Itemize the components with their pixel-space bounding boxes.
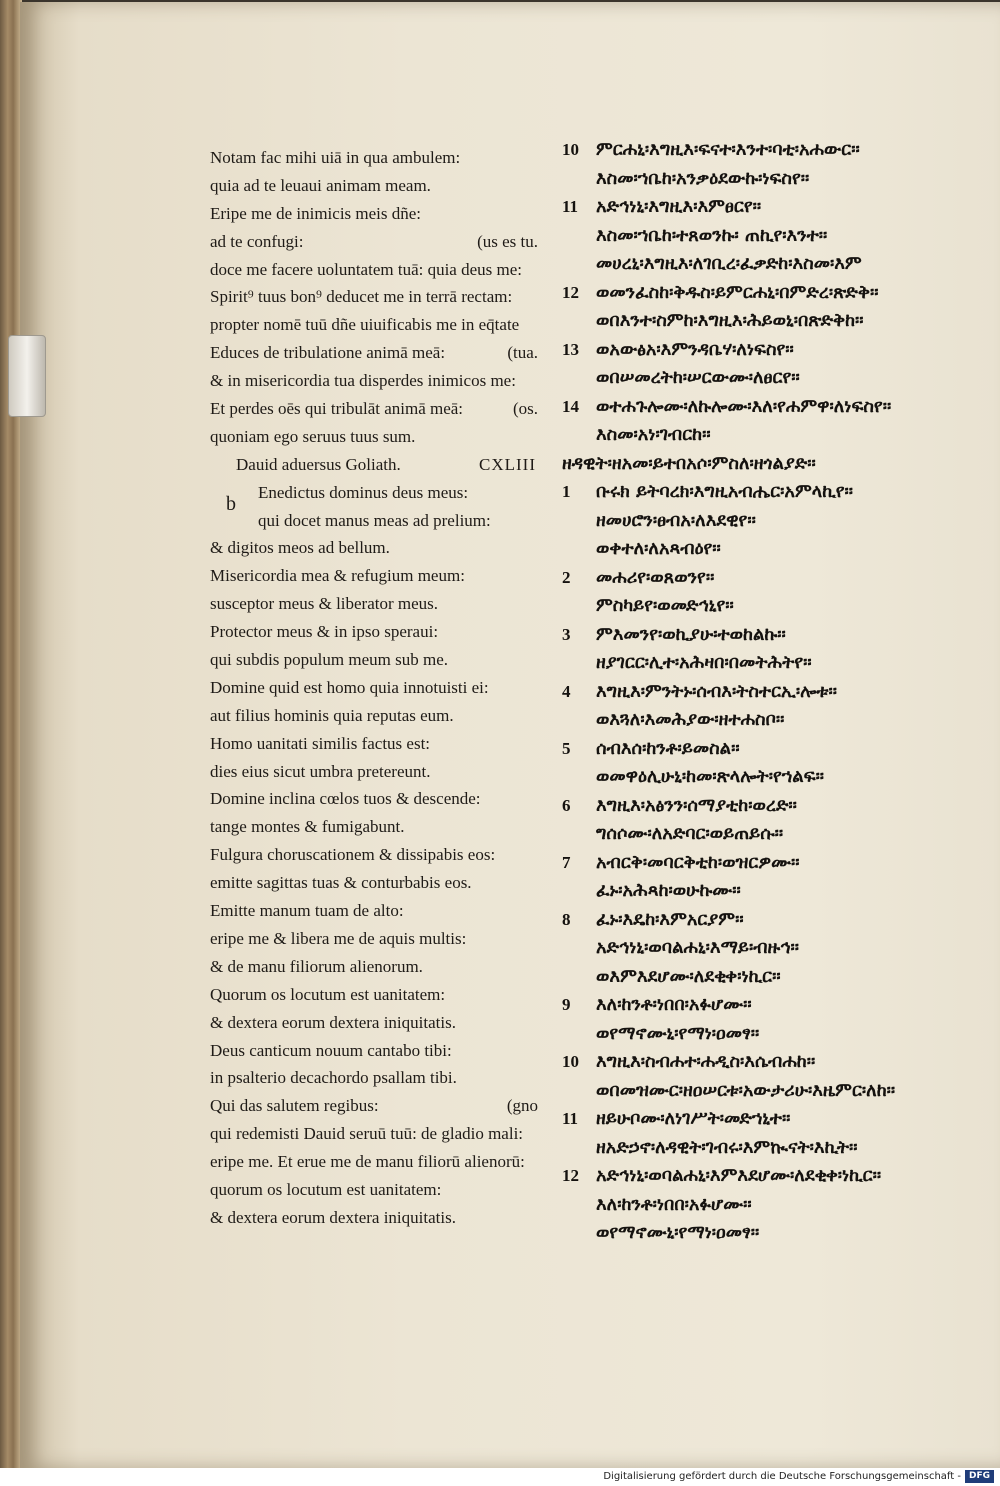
ethiopic-line-text: ምስካይየ፡ወመድኅኒየ፡፡	[596, 595, 734, 616]
ethiopic-line-text: ፈኑ፡እዴከ፡እምአርያም፡፡	[596, 908, 744, 930]
ethiopic-line-text: ዘአድኃኖ፡ለዳዊት፡ገብሩ፡እምኲናት፡እኪት፡፡	[596, 1136, 858, 1158]
latin-line-text: tange montes & fumigabunt.	[210, 817, 405, 837]
ethiopic-line-text: ዘይሁቦሙ፡ለነገሥት፡መድኀኒተ፡፡	[596, 1108, 791, 1129]
ethiopic-line-text: ዘያገርር፡ሊተ፡አሕዛበ፡በመትሕትየ፡፡	[596, 652, 812, 673]
latin-line-text: Homo uanitati similis factus est:	[210, 733, 431, 753]
psalm-number: CXLIII	[479, 454, 536, 474]
ethiopic-line	[562, 507, 992, 536]
ethiopic-line	[562, 678, 992, 707]
latin-line-text: eripe me & libera me de aquis multis:	[210, 928, 467, 948]
verse-number: 12	[562, 282, 579, 302]
latin-line	[210, 758, 550, 786]
ethiopic-line	[562, 535, 992, 564]
ethiopic-line-text: ቡሩክ ይትባረክ፡እግዚአብሔር፡አምላኪየ፡፡	[596, 481, 854, 502]
latin-line	[210, 1092, 550, 1120]
latin-line	[210, 618, 550, 646]
ethiopic-line-text: እለ፡ከንቶ፡ነበበ፡አፉሆሙ፡፡	[596, 994, 752, 1015]
latin-line	[210, 562, 550, 590]
latin-line-text: Quorum os locutum est uanitatem:	[210, 984, 446, 1004]
ethiopic-line	[562, 820, 992, 849]
latin-line-text: eripe me. Et erue me de manu filiorū alienorū:	[210, 1152, 525, 1172]
ethiopic-line-text: ወበመዝሙር፡ዘዐሠርቱ፡አውታሪሁ፡እዜምር፡ለከ፡፡	[596, 1079, 896, 1101]
verse-number: 11	[562, 197, 579, 216]
verse-number: 12	[562, 1166, 579, 1185]
ethiopic-line-text: አብርቅ፡መባርቅቲከ፡ወዝርዎሙ፡፡	[596, 851, 800, 873]
dfg-logo: DFG	[965, 1470, 994, 1483]
latin-line	[210, 730, 550, 758]
latin-line-text: quia ad te leuaui animam meam.	[210, 175, 431, 195]
latin-line-text: & in misericordia tua disperdes inimicos me:	[210, 371, 516, 391]
ethiopic-line	[562, 1191, 992, 1220]
latin-line-text: doce me facere uoluntatem tuā: quia deus me:	[210, 259, 523, 279]
ethiopic-line-text: ወቀተለ፡ለአጻብዕየ፡፡	[596, 538, 721, 559]
ethiopic-line	[562, 1020, 992, 1049]
latin-line-text: Fulgura choruscationem & dissipabis eos:	[210, 845, 496, 865]
ethiopic-line	[562, 393, 992, 422]
ethiopic-line-text: ፈኑ፡አሕጻከ፡ወሁኩሙ፡፡	[596, 880, 741, 901]
verse-number: 4	[562, 681, 571, 701]
latin-line-text: qui redemisti Dauid seruū tuū: de gladio mali:	[210, 1124, 524, 1144]
latin-line	[210, 897, 550, 925]
ethiopic-line	[562, 592, 992, 621]
latin-line-text: & digitos meos ad bellum.	[210, 538, 390, 558]
latin-line	[210, 841, 550, 869]
margin-note: (tua.	[507, 343, 538, 363]
latin-line	[210, 674, 550, 702]
ethiopic-line	[562, 763, 992, 792]
latin-line-text: Deus canticum nouum cantabo tibi:	[210, 1040, 452, 1060]
verse-number: 8	[562, 909, 571, 929]
ethiopic-line-text: እስመ፡አነ፡ገብርከ፡፡	[596, 424, 711, 445]
margin-note: (gno	[506, 1096, 538, 1116]
ethiopic-line-text: እግዚእ፡አፅንን፡ሰማያቲከ፡ወረድ፡፡	[596, 794, 797, 816]
latin-line	[210, 172, 550, 200]
latin-line	[210, 1009, 550, 1037]
latin-line	[210, 1148, 550, 1176]
ethiopic-line-text: ግሰሶሙ፡ለአድባር፡ወይጠይሱ፡፡	[596, 823, 784, 844]
verse-number: 10	[562, 140, 579, 159]
ethiopic-line	[562, 307, 992, 336]
latin-line	[210, 367, 550, 395]
ethiopic-line	[562, 364, 992, 393]
latin-line	[210, 981, 550, 1009]
verse-number: 7	[562, 852, 571, 872]
ethiopic-line-text: ዘዳዊት፡ዘአመ፡ይተበአሶ፡ምስለ፡ዘጎልያድ፡፡	[562, 452, 816, 474]
verse-number: 6	[562, 795, 571, 815]
latin-line-text: Spirit⁹ tuus bon⁹ deducet me in terrā rectam:	[210, 287, 513, 307]
ethiopic-line	[562, 906, 992, 935]
ethiopic-line	[562, 991, 992, 1020]
ethiopic-line	[562, 1134, 992, 1163]
latin-line-text: susceptor meus & liberator meus.	[210, 594, 439, 614]
latin-line	[210, 283, 550, 311]
ethiopic-line-text: እግዚእ፡ምንትኑ፡ሰብእ፡ትስተርኢ፡ሎቱ፡፡	[596, 680, 838, 702]
latin-line	[210, 1064, 550, 1092]
latin-line-text: qui docet manus meas ad prelium:	[258, 510, 491, 530]
ethiopic-line-text: ወአውፅአ፡እምንዳቤሃ፡ለነፍስየ፡፡	[596, 338, 794, 360]
latin-line-text: & dextera eorum dextera iniquitatis.	[210, 1207, 456, 1227]
latin-line-text: propter nomē tuū dñe uiuificabis me in eq̄tate	[210, 315, 520, 335]
ethiopic-line-text: እለ፡ከንቶ፡ነበበ፡አፉሆሙ፡፡	[596, 1193, 752, 1215]
latin-line	[210, 953, 550, 981]
ethiopic-line	[562, 1048, 992, 1077]
latin-line	[210, 534, 550, 562]
verse-number: 14	[562, 396, 579, 416]
ethiopic-line	[562, 1162, 992, 1191]
latin-line	[210, 1176, 550, 1204]
ethiopic-column	[562, 136, 992, 1248]
ethiopic-line-text: ወመዋዕሊሁኒ፡ከመ፡ጽላሎት፡የኀልፍ፡፡	[596, 766, 825, 787]
ethiopic-line-text: ወእጓለ፡እመሕያው፡ዘተሐስቦ፡፡	[596, 709, 785, 730]
latin-line-text: & dextera eorum dextera iniquitatis.	[210, 1012, 456, 1032]
latin-line	[210, 1204, 550, 1232]
ethiopic-line-text: እስመ፡ኀቤከ፡አንቃዕደውኩ፡ነፍስየ፡፡	[596, 167, 810, 189]
page-clip	[8, 335, 46, 417]
latin-line	[210, 507, 550, 535]
latin-line	[210, 423, 550, 451]
ethiopic-line	[562, 963, 992, 992]
footer-credit: Digitalisierung gefördert durch die Deutsche Forschungsgemeinschaft -	[603, 1471, 961, 1482]
ethiopic-line-text: አድኅነኒ፡ወባልሐኒ፡እማይ፡ብዙኅ፡፡	[596, 937, 799, 958]
latin-line	[210, 256, 550, 284]
latin-line-text: Domine quid est homo quia innotuisti ei:	[210, 677, 489, 697]
ethiopic-line	[562, 336, 992, 365]
ethiopic-line	[562, 421, 992, 450]
dropcap-guide-letter: b	[226, 492, 236, 515]
latin-line-text: quoniam ego seruus tuus sum.	[210, 426, 416, 446]
verse-number: 2	[562, 567, 571, 587]
margin-note: (os.	[512, 399, 538, 419]
ethiopic-line-text: አድኅነኒ፡ወባልሐኒ፡እምእደሆሙ፡ለደቂቀ፡ነኪር፡፡	[596, 1165, 882, 1186]
latin-line-text: Dauid aduersus Goliath.	[236, 454, 401, 474]
latin-line-text: in psalterio decachordo psallam tibi.	[210, 1068, 457, 1088]
latin-line	[210, 311, 550, 339]
latin-line	[210, 646, 550, 674]
latin-line	[210, 479, 550, 515]
ethiopic-line	[562, 564, 992, 593]
latin-line-text: qui subdis populum meum sub me.	[210, 650, 448, 670]
latin-line-text: Qui das salutem regibus:	[210, 1096, 379, 1116]
ethiopic-line	[562, 934, 992, 963]
ethiopic-line-text: ሰብእሰ፡ከንቶ፡ይመስል፡፡	[596, 737, 740, 759]
verse-number: 1	[562, 482, 571, 501]
latin-line-text: aut filius hominis quia reputas eum.	[210, 705, 454, 725]
ethiopic-line	[562, 621, 992, 650]
latin-line	[210, 228, 550, 256]
latin-line-text: dies eius sicut umbra pretereunt.	[210, 761, 431, 781]
latin-line	[210, 785, 550, 813]
ethiopic-line-text: ወበሠመረትከ፡ሠርውሙ፡ለፀርየ፡፡	[596, 367, 800, 388]
ethiopic-line-text: ወበእንተ፡ስምከ፡እግዚእ፡ሕይወኒ፡በጽድቅከ፡፡	[596, 310, 864, 331]
verse-number: 11	[562, 1109, 579, 1128]
ethiopic-line	[562, 792, 992, 821]
latin-line	[210, 395, 550, 423]
ethiopic-line	[562, 165, 992, 194]
ethiopic-line-text: እስመ፡ኀቤከ፡ተጸወንኩ፡ ጠኪየ፡እንተ፡፡	[596, 224, 828, 246]
latin-line-text: emitte sagittas tuas & conturbabis eos.	[210, 873, 472, 893]
ethiopic-line	[562, 706, 992, 735]
verse-number: 10	[562, 1052, 579, 1071]
verse-number: 9	[562, 995, 571, 1014]
latin-line	[210, 1037, 550, 1065]
latin-line-text: ad te confugi:	[210, 231, 304, 251]
latin-line-text: Domine inclina cœlos tuos & descende:	[210, 789, 481, 809]
latin-line-text: Et perdes oēs qui tribulāt animā meā:	[210, 399, 464, 419]
latin-line-text: Protector meus & in ipso speraui:	[210, 622, 439, 642]
latin-column	[210, 144, 550, 1232]
ethiopic-line	[562, 222, 992, 251]
book-edge	[0, 0, 22, 1468]
ethiopic-line-text: ወየማኖሙኒ፡የማነ፡ዐመፃ፡፡	[596, 1222, 760, 1243]
ethiopic-line-text: ወመንፈስከ፡ቅዱስ፡ይምርሐኒ፡በምድረ፡ጽድቅ፡፡	[596, 281, 879, 303]
psalm-heading	[210, 451, 550, 479]
ethiopic-line-text: እግዚእ፡ስብሐተ፡ሐዲስ፡እሴብሐከ፡፡	[596, 1051, 816, 1072]
latin-line-text: quorum os locutum est uanitatem:	[210, 1179, 442, 1199]
ethiopic-line	[562, 1219, 992, 1248]
ethiopic-line-text: አድኅነኒ፡እግዚእ፡እምፀርየ፡፡	[596, 196, 762, 217]
verse-number: 3	[562, 624, 571, 644]
ethiopic-line	[562, 877, 992, 906]
ethiopic-line	[562, 193, 992, 222]
ethiopic-line	[562, 478, 992, 507]
latin-line-text: Educes de tribulatione animā meā:	[210, 343, 446, 363]
latin-line	[210, 144, 550, 172]
ethiopic-line	[562, 279, 992, 308]
ethiopic-line-text: ወተሐጉሎሙ፡ለኩሎሙ፡እለ፡የሐምዋ፡ለነፍስየ፡፡	[596, 395, 892, 417]
latin-line	[210, 590, 550, 618]
ethiopic-line	[562, 250, 992, 279]
latin-line	[210, 813, 550, 841]
latin-line-text: Misericordia mea & refugium meum:	[210, 566, 465, 586]
margin-note: (us es tu.	[477, 231, 538, 251]
latin-line	[210, 702, 550, 730]
latin-line	[210, 200, 550, 228]
ethiopic-heading	[562, 450, 992, 479]
latin-line-text: Enedictus dominus deus meus:	[258, 482, 469, 502]
footer	[0, 1468, 1000, 1486]
latin-line-text: Eripe me de inimicis meis dñe:	[210, 203, 422, 223]
ethiopic-line	[562, 649, 992, 678]
ethiopic-line	[562, 735, 992, 764]
ethiopic-line-text: ምእመንየ፡ወኪያሁ፡ተወከልኩ፡፡	[596, 623, 786, 645]
latin-line	[210, 339, 550, 367]
latin-line-text: Notam fac mihi uiā in qua ambulem:	[210, 148, 461, 167]
latin-line	[210, 1120, 550, 1148]
ethiopic-line-text: ዘመሀሮን፡ፀብአ፡ለእደዊየ፡፡	[596, 509, 756, 531]
ethiopic-line-text: ምርሐኒ፡እግዚእ፡ፍናተ፡እንተ፡ባቲ፡አሐውር፡፡	[596, 139, 860, 160]
latin-line-text: Emitte manum tuam de alto:	[210, 901, 404, 921]
ethiopic-line-text: ወየማኖሙኒ፡የማነ፡ዐመፃ፡፡	[596, 1022, 760, 1044]
latin-line	[210, 869, 550, 897]
ethiopic-line	[562, 1077, 992, 1106]
verse-number: 5	[562, 738, 571, 758]
ethiopic-line	[562, 849, 992, 878]
ethiopic-line	[562, 1105, 992, 1134]
verse-number: 13	[562, 339, 579, 359]
latin-line-text: & de manu filiorum alienorum.	[210, 956, 423, 976]
latin-line	[210, 925, 550, 953]
ethiopic-line	[562, 136, 992, 165]
ethiopic-line-text: ወእምእደሆሙ፡ለደቂቀ፡ነኪር፡፡	[596, 965, 781, 987]
ethiopic-line-text: መሐሪየ፡ወጸወንየ፡፡	[596, 566, 715, 588]
ethiopic-line-text: መሀረኒ፡እግዚእ፡ለገቢረ፡ፈቃድከ፡እስመ፡እም	[596, 253, 862, 274]
